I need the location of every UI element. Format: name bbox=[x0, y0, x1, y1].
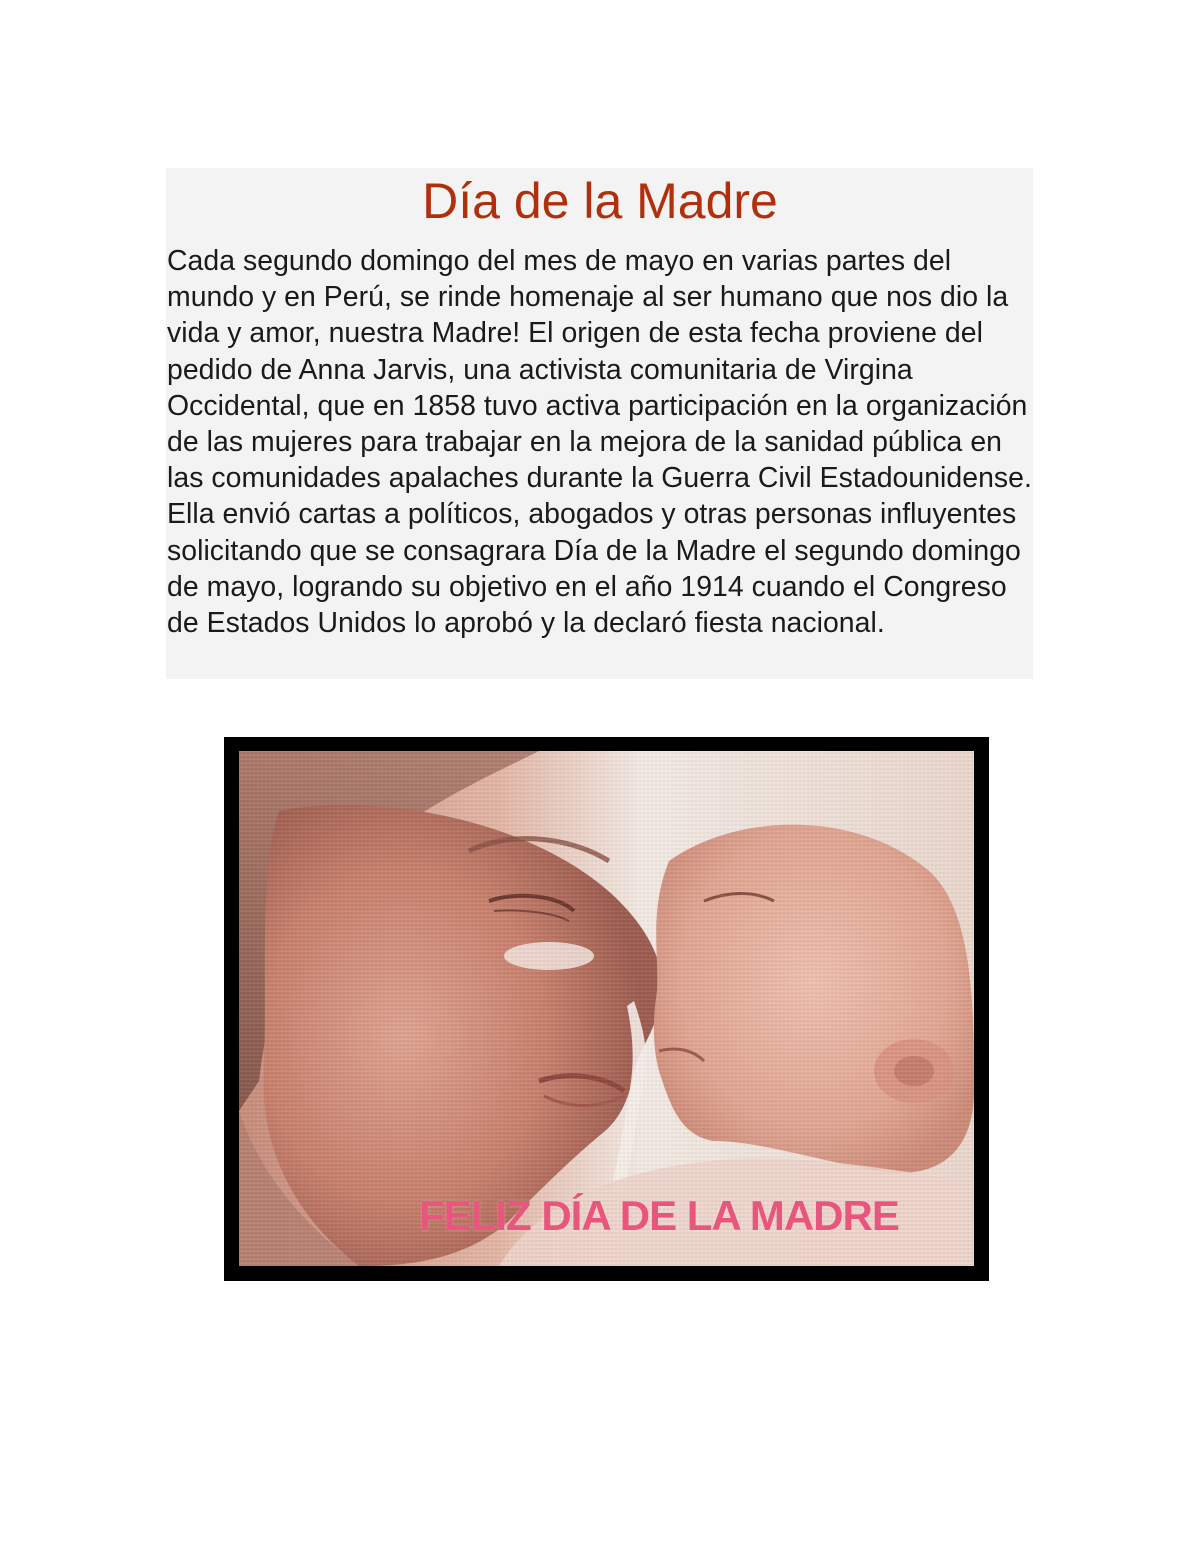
article-title: Día de la Madre bbox=[422, 173, 778, 229]
article-box bbox=[166, 168, 1033, 679]
mother-baby-photo bbox=[239, 751, 974, 1266]
photo-illustration bbox=[239, 751, 974, 1266]
photo-frame bbox=[224, 737, 989, 1281]
photo-caption: FELIZ DÍA DE LA MADRE bbox=[419, 1192, 899, 1239]
article-body: Cada segundo domingo del mes de mayo en varias partes del mundo y en Perú, se rinde homenaje al ser humano que nos dio la vida y amor, nuestra Madre! El origen de esta fecha proviene del pedido de Anna Jarvis, una activista comunitaria de Virgina Occidental, que en 1858 tuvo activa participación en la organización de las mujeres para trabajar en la mejora de la sanidad pública en las comunidades apalaches durante la Guerra Civil Estadounidense. Ella envió cartas a políticos, abogados y otras personas influyentes solicitando que se consagrara Día de la Madre el segundo domingo de mayo, logrando su objetivo en el año 1914 cuando el Congreso de Estados Unidos lo aprobó y la declaró fiesta nacional. bbox=[167, 245, 1032, 640]
